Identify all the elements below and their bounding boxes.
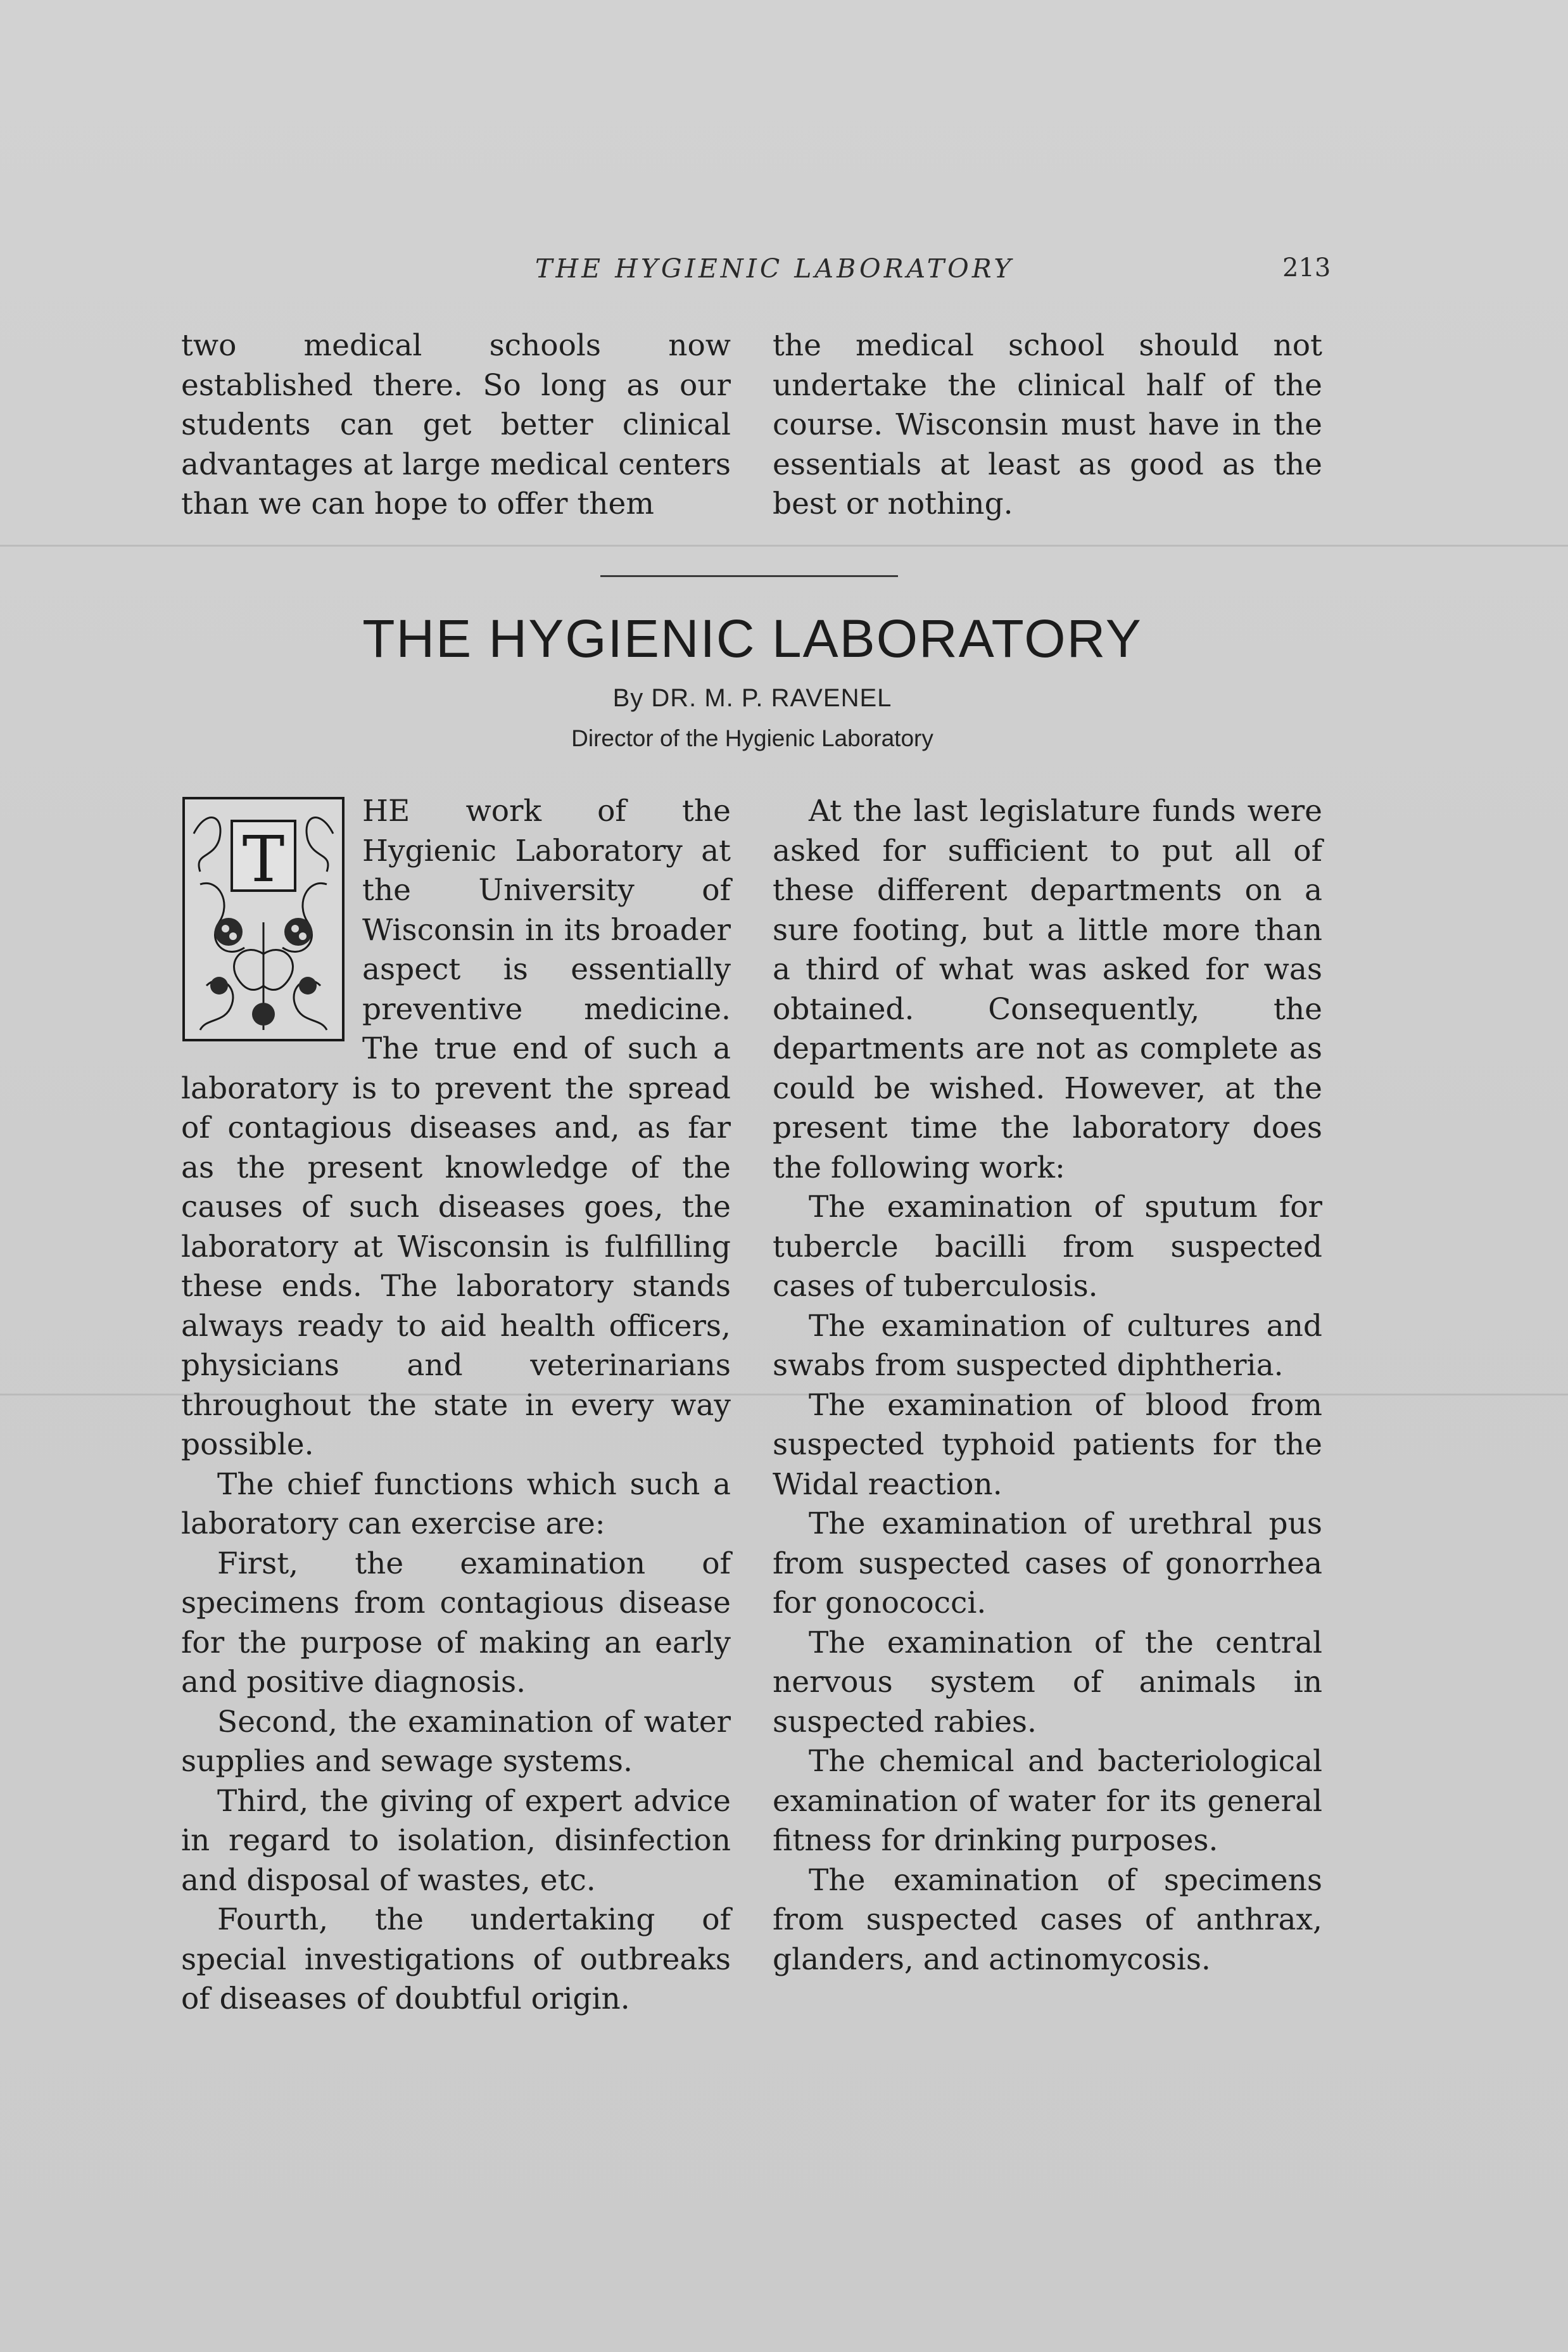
article-paragraph: Second, the examination of water supplies and sewage systems. [181, 1704, 731, 1779]
article-paragraph: At the last legislature funds were asked for sufficient to put all of these different departments on a sure footing, but a little more than a third of what was asked for was obtained. Consequently, the departments are not as complete as could be wished. However, at the present time the laboratory does the following work: [773, 794, 1322, 1185]
article-left-column [181, 792, 731, 2019]
article-paragraph: The examination of cultures and swabs from suspected diphtheria. [773, 1308, 1322, 1383]
article-paragraph: Fourth, the undertaking of special investigations of outbreaks of diseases of doubtful origin. [181, 1902, 731, 2016]
previous-article-right-text: the medical school should not undertake the clinical half of the course. Wisconsin must have in the essentials at least as good as the best or nothing. [773, 328, 1322, 521]
drop-cap-letter: T [242, 822, 285, 896]
article-right-column [773, 792, 1322, 1980]
article-paragraph: The examination of specimens from suspected cases of anthrax, glanders, and actinomycosis. [773, 1862, 1322, 1977]
floral-ornament-icon [181, 796, 346, 1043]
article-paragraph: The examination of sputum for tubercle bacilli from suspected cases of tuberculosis. [773, 1190, 1322, 1304]
article-paragraph: The examination of blood from suspected typhoid patients for the Widal reaction. [773, 1387, 1322, 1502]
article-paragraph: The chief functions which such a laboratory can exercise are: [181, 1466, 731, 1541]
previous-article-left-text: two medical schools now established there. So long as our students can get better clinical advantages at large medical centers than we can hope to offer them [181, 328, 731, 521]
article-paragraph: Third, the giving of expert advice in regard to isolation, disinfection and disposal of wastes, etc. [181, 1783, 731, 1898]
page-number: 213 [1282, 253, 1331, 283]
previous-article-right-column [773, 326, 1322, 524]
article-title: THE HYGIENIC LABORATORY [362, 609, 1142, 668]
running-head [0, 253, 1568, 291]
author-affiliation: Director of the Hygienic Laboratory [571, 725, 933, 751]
article-byline: By DR. M. P. RAVENEL [612, 684, 892, 712]
ornamental-drop-cap [181, 796, 346, 1043]
article-paragraph: First, the examination of specimens from contagious disease for the purpose of making an early and positive diagnosis. [181, 1546, 731, 1700]
section-divider-rule [600, 575, 898, 577]
previous-article-left-column [181, 326, 731, 524]
article-paragraph: The chemical and bacteriological examination of water for its general fitness for drinking purposes. [773, 1744, 1322, 1858]
running-head-title: THE HYGIENIC LABORATORY [535, 253, 1015, 284]
article-paragraph: HE work of the Hygienic Laboratory at the University of Wisconsin in its broader aspect is essentially preventive medicine. The true end of such a laboratory is to prevent the spread of contagious diseases and, as far as the present knowledge of the causes of such diseases goes, the laboratory at Wisconsin is fulfilling these ends. The laboratory stands always ready to aid health officers, physicians and veterinarians throughout the state in every way possible. [181, 794, 731, 1462]
article-paragraph: The examination of urethral pus from suspected cases of gonorrhea for gonococci. [773, 1506, 1322, 1620]
article-paragraph: The examination of the central nervous system of animals in suspected rabies. [773, 1625, 1322, 1739]
page-fold-line [0, 545, 1568, 547]
